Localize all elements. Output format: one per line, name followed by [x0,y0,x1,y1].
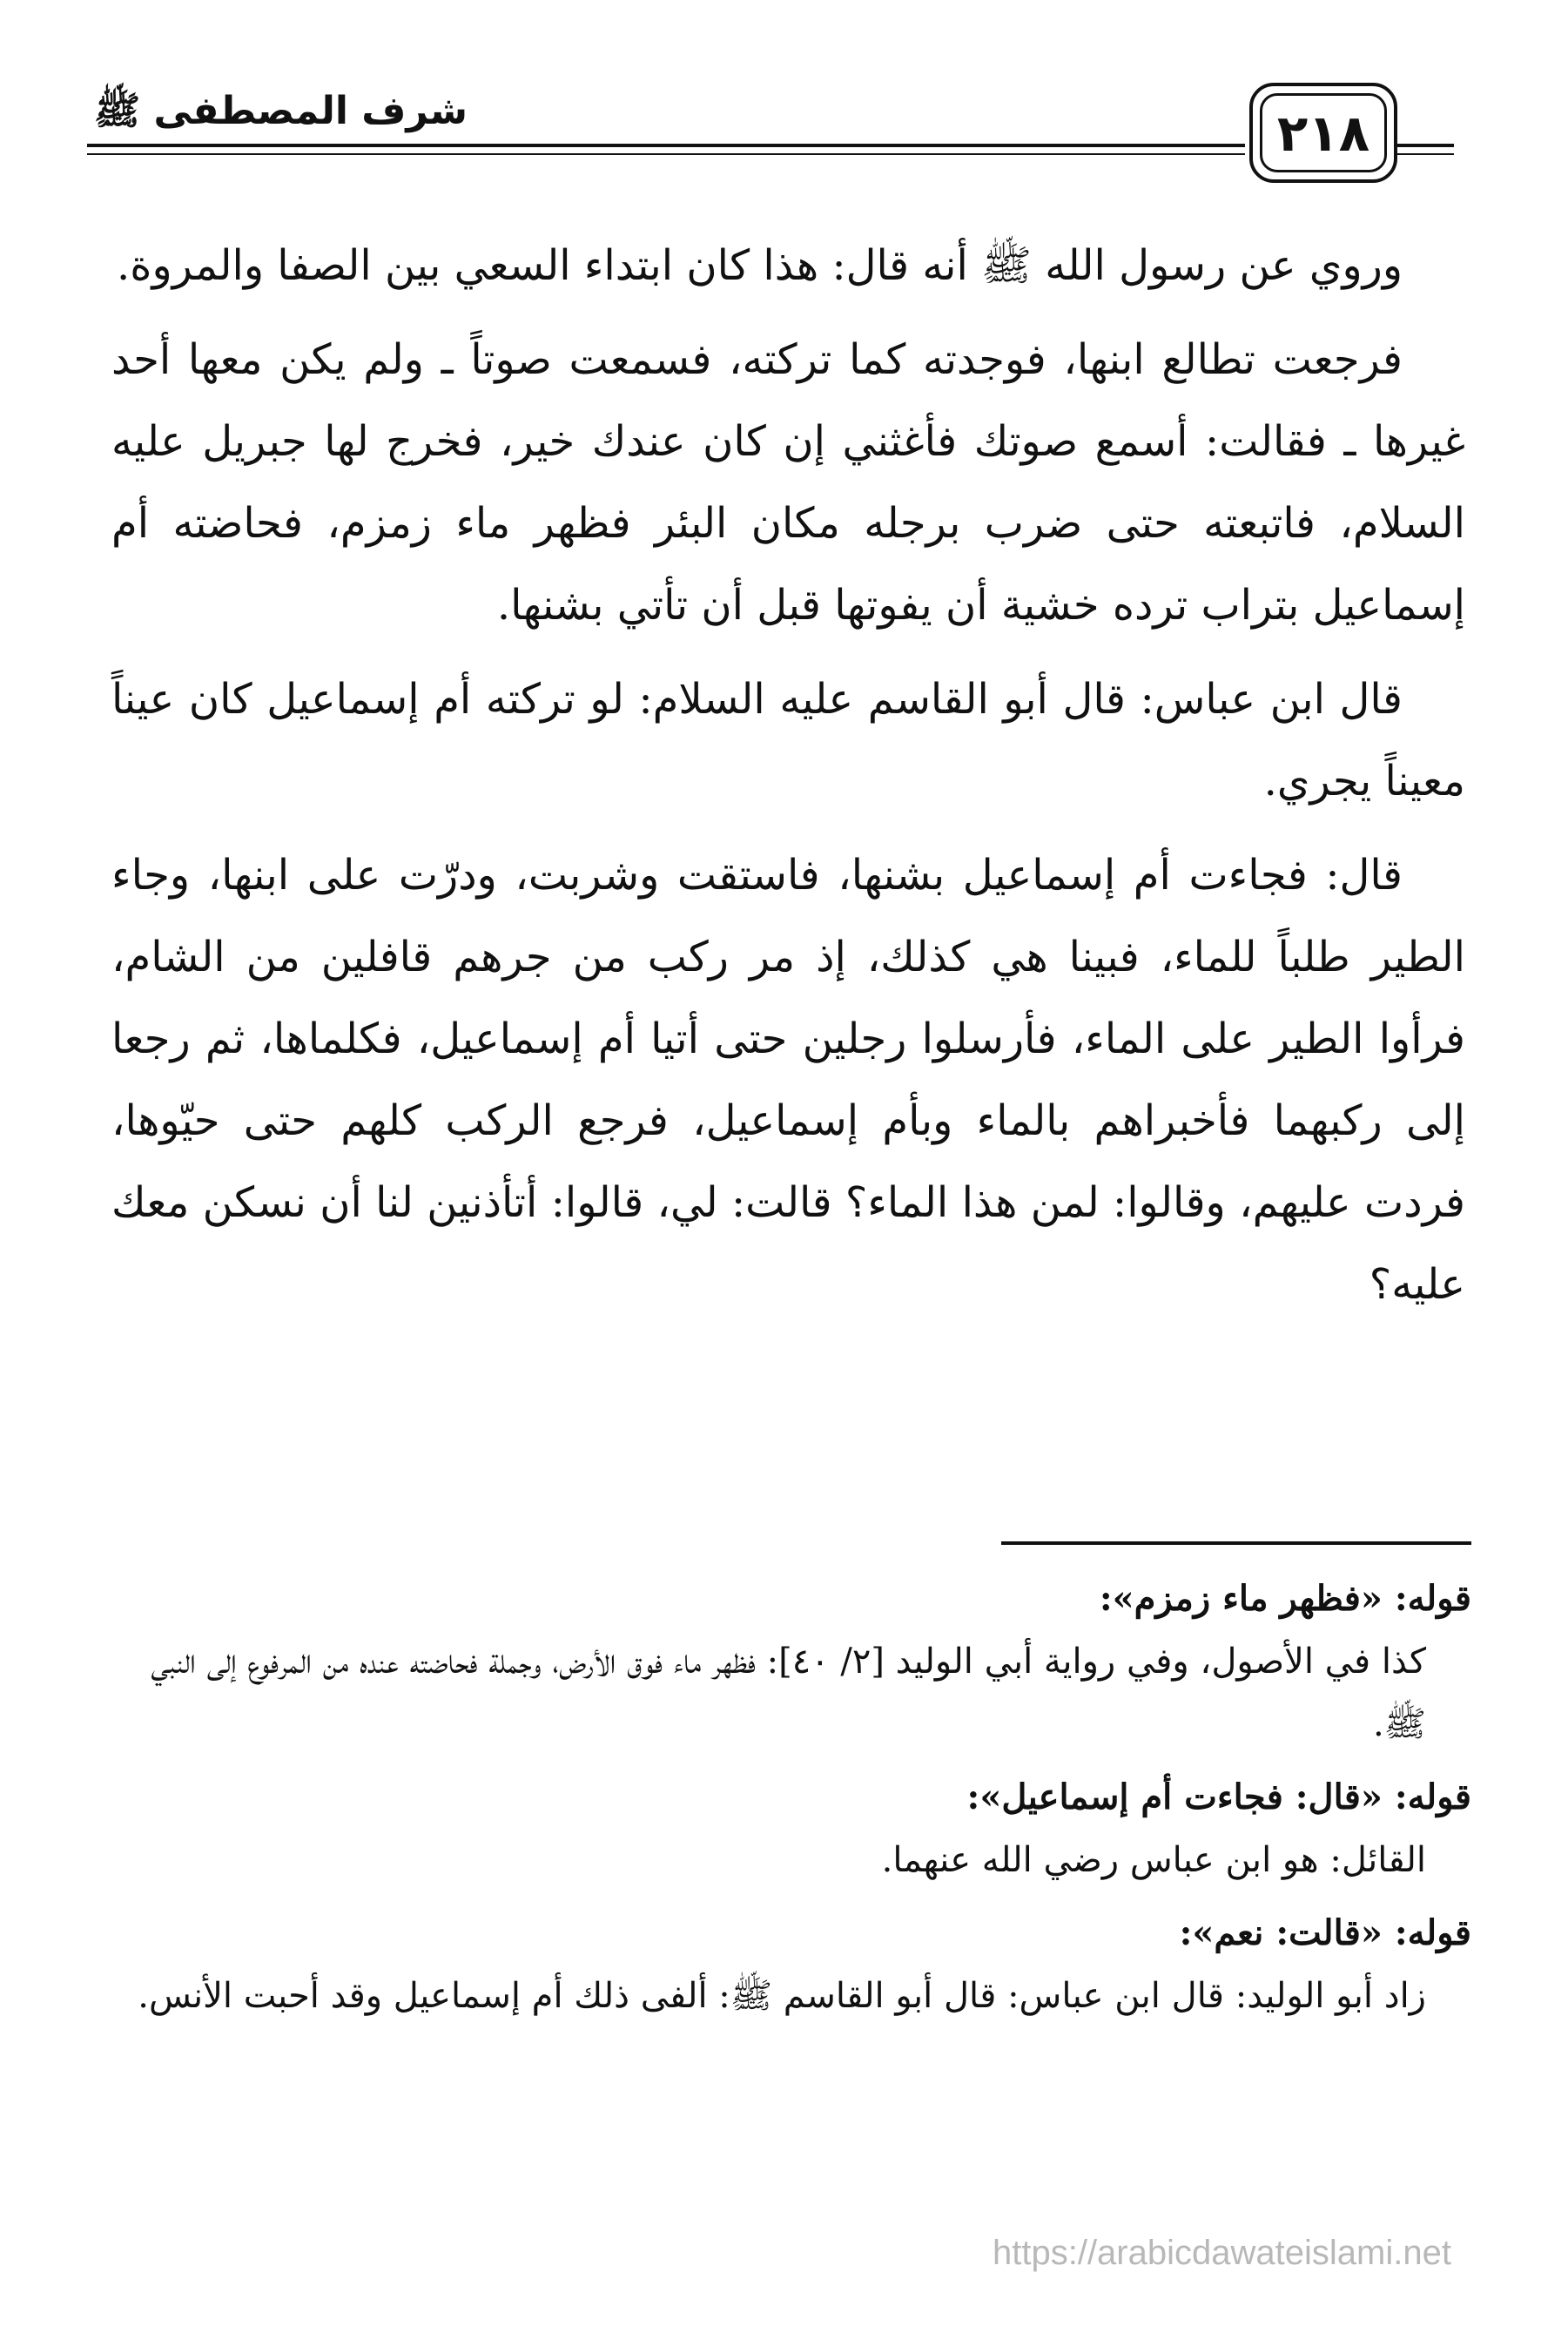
footnote-lead: قوله: [1394,1912,1471,1953]
header-rule [87,144,1245,147]
page-number-frame [1249,83,1397,183]
book-title: شرف المصطفى ﷺ [94,89,468,133]
footnote-lead: قوله: [1394,1578,1471,1619]
page-header [0,0,1568,226]
footnote-body: زاد أبو الوليد: قال ابن عباس: قال أبو القاسم ﷺ: ألفى ذلك أم إسماعيل وقد أحبت الأنس. [138,1976,1426,2016]
footnote-quote: «فظهر ماء زمزم»: [1099,1578,1383,1619]
paragraph: فرجعت تطالع ابنها، فوجدته كما تركته، فسمعت صوتاً ـ ولم يكن معها أحد غيرها ـ فقالت: أسمع صوتك فأغثني إن كان عندك خير، فخرج لها جبريل عليه السلام، فاتبعته حتى ضرب برجله مكان البئر فظهر ماء زمزم، فحاضته أم إسماعيل بتراب ترده خشية أن يفوتها قبل أن تأتي بشنها. [111,335,1465,630]
page-number: ٢١٨ [1260,93,1387,172]
footnote-heading [126,1568,1471,1630]
paragraph: وروي عن رسول الله ﷺ أنه قال: هذا كان ابتداء السعي بين الصفا والمروة. [117,241,1403,290]
footnote-body: كذا في الأصول، وفي رواية أبي الوليد [٢/ ٤٠]: فظهر ماء فوق الأرض، وجملة فحاضته عنده من المرفوع إلى النبي ﷺ. [151,1642,1426,1744]
footnote-quote: «قالت: نعم»: [1179,1912,1383,1953]
footnote-quote: «قال: فجاءت أم إسماعيل»: [966,1777,1383,1817]
footnote [126,1766,1471,1891]
footnote [126,1568,1471,1756]
footnote-heading [126,1766,1471,1829]
footnotes [126,1568,1471,2038]
footnote-heading [126,1902,1471,1965]
main-text [111,225,1465,1338]
paragraph: قال: فجاءت أم إسماعيل بشنها، فاستقت وشربت، ودرّت على ابنها، وجاء الطير طلباً للماء، فبينا هي كذلك، إذ مر ركب من جرهم قافلين من الشام، فرأوا الطير على الماء، فأرسلوا رجلين حتى أتيا أم إسماعيل، فكلماها، ثم رجعا إلى ركبهما فأخبراهم بالماء وبأم إسماعيل، فرجع الركب كلهم حتى حيّوها، فردت عليهم، وقالوا: لمن هذا الماء؟ قالت: لي، قالوا: أتأذنين لنا أن نسكن معك عليه؟ [111,851,1465,1309]
watermark-url: https://arabicdawateislami.net [993,2234,1451,2272]
header-rule-right-thin [1397,153,1454,155]
paragraph: قال ابن عباس: قال أبو القاسم عليه السلام: لو تركته أم إسماعيل كان عيناً معيناً يجري. [111,675,1465,806]
footnote-body: القائل: هو ابن عباس رضي الله عنهما. [881,1840,1426,1880]
header-rule-thin [87,153,1245,155]
footnote [126,1902,1471,2027]
header-rule-right [1397,144,1454,147]
footnote-separator [1001,1541,1471,1545]
footnote-lead: قوله: [1394,1777,1471,1817]
